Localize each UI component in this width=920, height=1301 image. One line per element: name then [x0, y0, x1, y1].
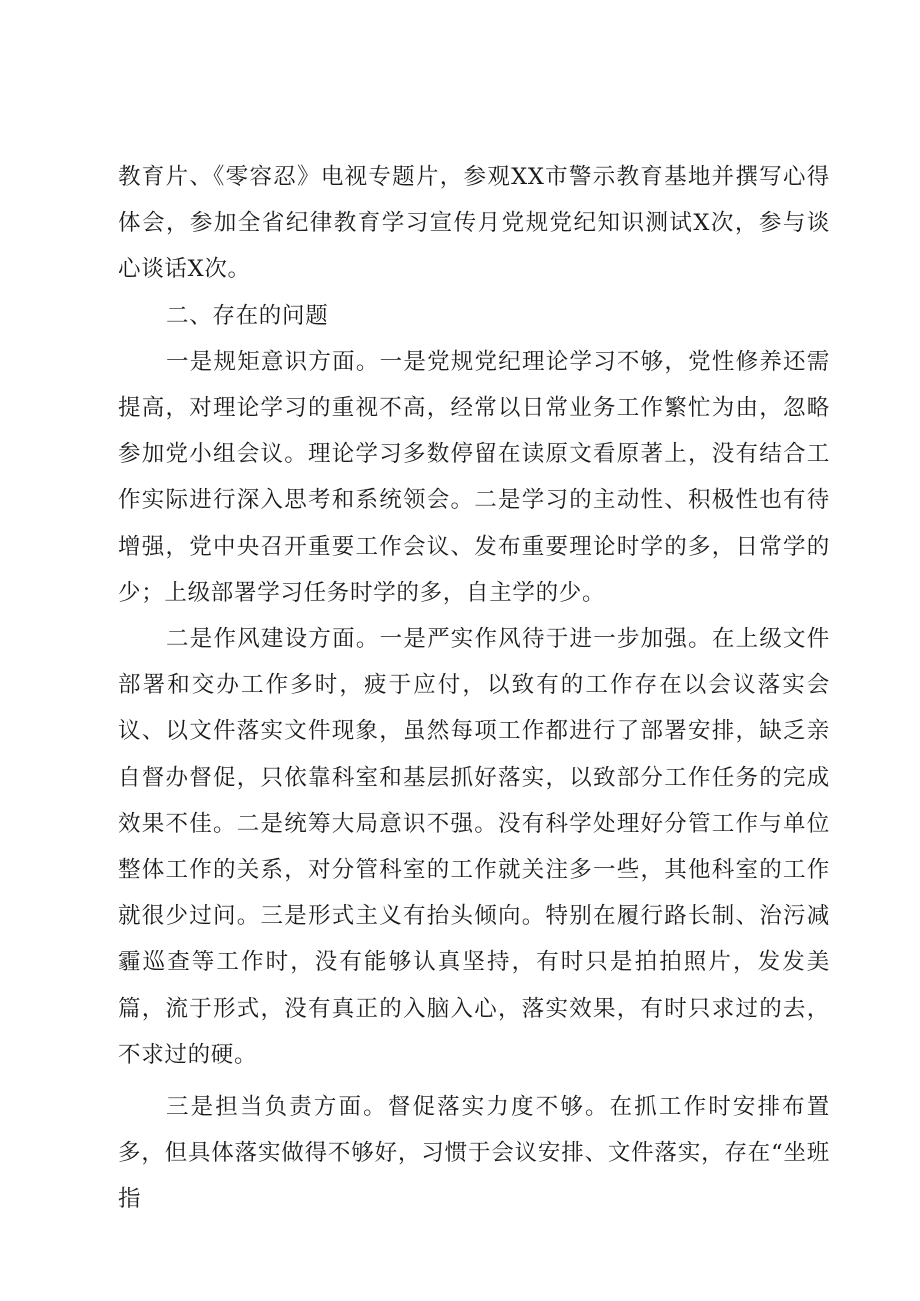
section-heading: 二、存在的问题	[166, 302, 329, 329]
rules-awareness-paragraph: 一是规矩意识方面。一是党规党纪理论学习不够，党性修养还需提高，对理论学习的重视不高，经常以日常业务工作繁忙为由，忽略参加党小组会议。理论学习多数停留在读原文看原著上，没有结合工作实际进行深入思考和系统领会。二是学习的主动性、积极性也有待增强，党中央召开重要工作会议、发布重要理论时学的多，日常学的少；上级部署学习任务时学的多，自主学的少。	[118, 348, 830, 606]
work-style-paragraph: 二是作风建设方面。一是严实作风待于进一步加强。在上级文件部署和交办工作多时，疲于应付，以致有的工作存在以会议落实会议、以文件落实文件现象，虽然每项工作都进行了部署安排，缺乏亲自督办督促，只依靠科室和基层抓好落实，以致部分工作任务的完成效果不佳。二是统筹大局意识不强。没有科学处理好分管工作与单位整体工作的关系，对分管科室的工作就关注多一些，其他科室的工作就很少过问。三是形式主义有抬头倾向。特别在履行路长制、治污减霾巡查等工作时，没有能够认真坚持，有时只是拍拍照片，发发美篇，流于形式，没有真正的入脑入心，落实效果，有时只求过的去，不求过的硬。	[118, 626, 830, 1068]
responsibility-paragraph: 三是担当负责方面。督促落实力度不够。在抓工作时安排布置多，但具体落实做得不够好，习惯于会议安排、文件落实，存在“坐班指	[118, 1094, 830, 1213]
continuation-paragraph: 教育片、《零容忍》电视专题片，参观XX市警示教育基地并撰写心得体会，参加全省纪律教育学习宣传月党规党纪知识测试X次，参与谈心谈话X次。	[118, 164, 830, 283]
document-body	[118, 154, 830, 1223]
